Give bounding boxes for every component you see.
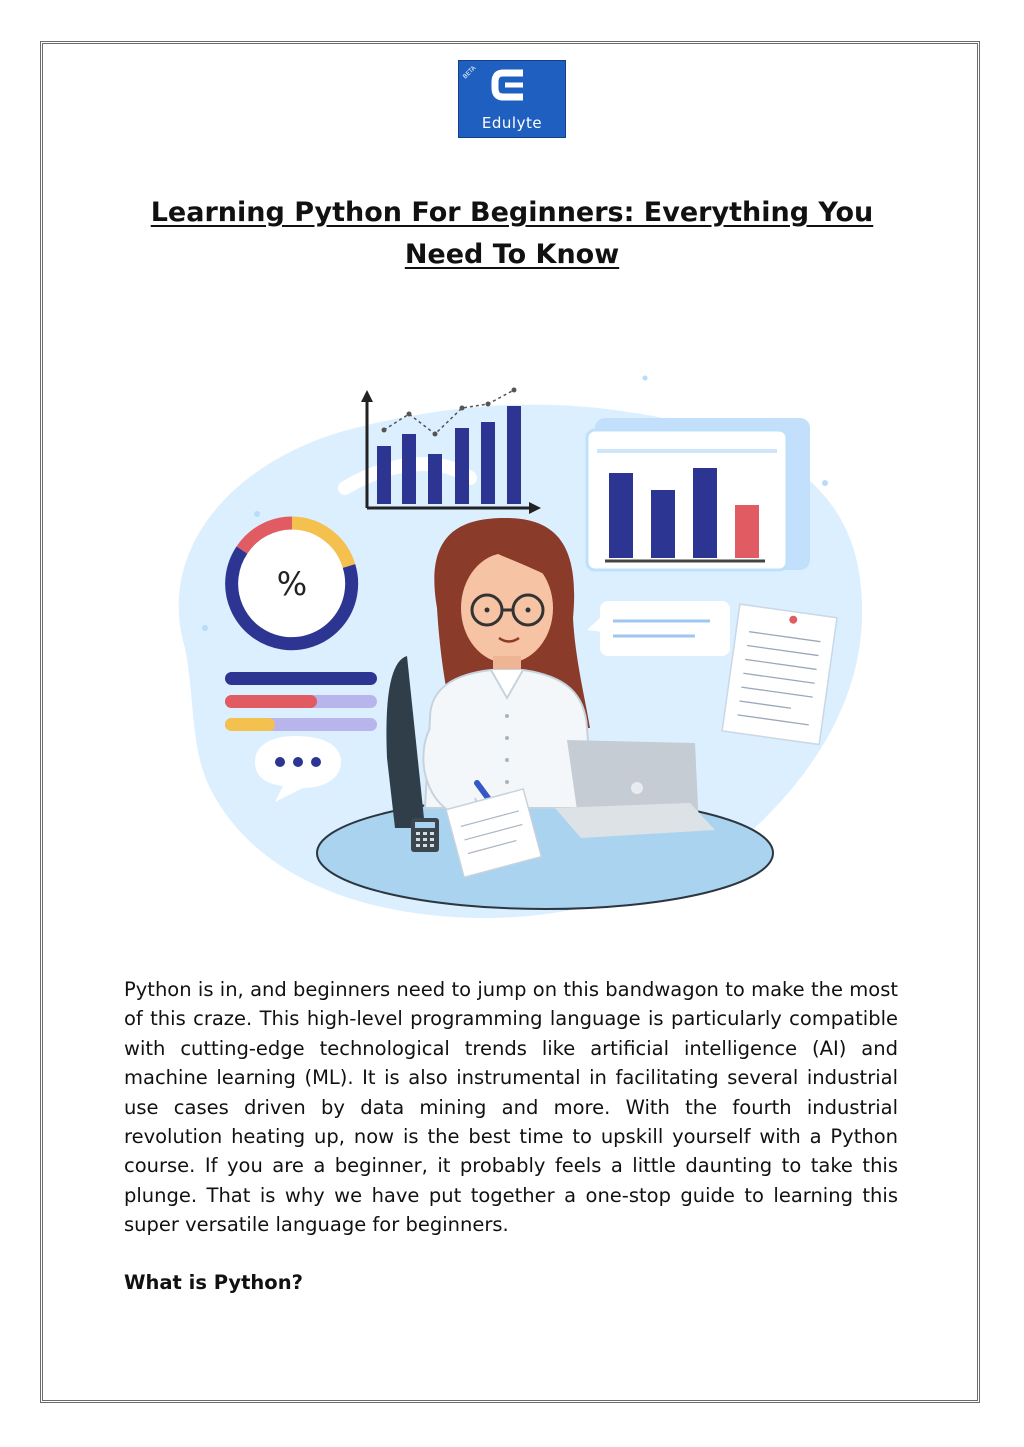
message-bubble-right: [587, 601, 730, 656]
woman-analytics-illustration: [125, 318, 905, 950]
document-sheet: [722, 604, 837, 744]
document-title: Learning Python For Beginners: Everything You Need To Know: [150, 197, 874, 270]
percent-symbol: %: [276, 565, 308, 603]
progress-bars: [225, 672, 377, 731]
edulyte-logo: [458, 60, 566, 138]
logo-brand-text: Edulyte: [481, 114, 543, 132]
dashboard-chart-card: [587, 418, 810, 570]
woman-figure: [423, 518, 593, 828]
logo-badge: BETA: [461, 64, 478, 81]
laptop: [555, 740, 715, 838]
percentage-donut-chart: [232, 523, 352, 644]
calculator: [411, 818, 439, 852]
intro-paragraph: Python is in, and beginners need to jump on this bandwagon to make the most of this craze. This high-level programming language is particularly compatible with cutting-edge technological trends like artificial intelligence (AI) and machine learning (ML). It is also instrumental in facilitating several industrial use cases driven by data mining and more. With the fourth industrial revolution heating up, now is the best time to upskill yourself with a Python course. If you are a beginner, it probably feels a little daunting to take this plunge. That is why we have put together a one-stop guide to learning this super versatile language for beginners.: [124, 978, 898, 1237]
section-heading-what-is-python: What is Python?: [124, 1271, 303, 1294]
